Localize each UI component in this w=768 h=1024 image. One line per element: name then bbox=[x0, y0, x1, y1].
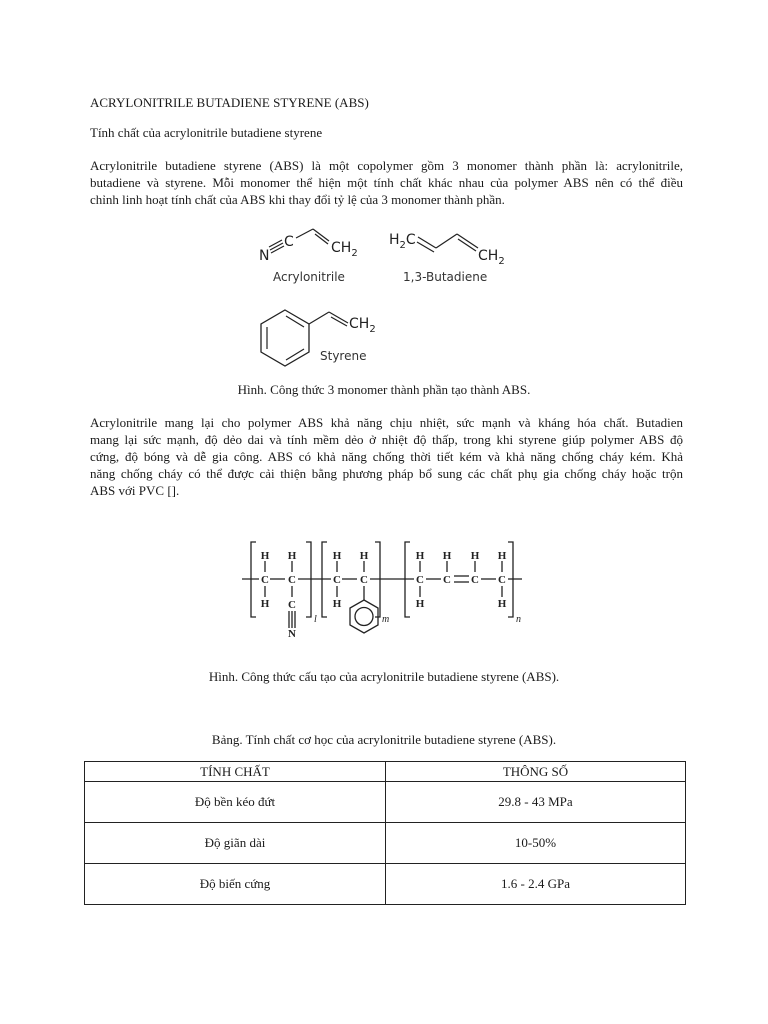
paragraph-line: Acrylonitrile mang lại cho polymer ABS khả năng chịu nhiệt, sức mạnh và kháng hóa chất. Butadien bbox=[90, 415, 683, 430]
subscript-m: m bbox=[382, 614, 390, 625]
column-header-property: TÍNH CHẤT bbox=[85, 762, 386, 782]
table-row bbox=[85, 782, 686, 823]
styrene-name: Styrene bbox=[320, 349, 367, 363]
paragraph-line: cứng, độ bóng và dễ gia công. ABS có khả năng chống thời tiết kém và khả năng chống cháy kém. Khả bbox=[90, 449, 683, 464]
paragraph-line: năng chống cháy có thể được cải thiện bằng phương pháp bổ sung các chất phụ gia chống cháy hoặc trộn bbox=[90, 466, 683, 481]
atom-c: C bbox=[333, 574, 341, 586]
table-row bbox=[85, 823, 686, 864]
atom-h: H bbox=[260, 598, 270, 610]
atom-c: C bbox=[416, 574, 424, 586]
acrylonitrile-structure bbox=[259, 229, 358, 284]
atom-h: H bbox=[497, 550, 507, 562]
atom-h: H bbox=[497, 598, 507, 610]
subscript-l: l bbox=[314, 614, 317, 625]
atom-h: H bbox=[332, 550, 342, 562]
atom-h: H bbox=[442, 550, 452, 562]
atom-c: C bbox=[288, 574, 296, 586]
paragraph-line: Acrylonitrile butadiene styrene (ABS) là một copolymer gồm 3 monomer thành phần là: acrylonitrile, bbox=[90, 158, 683, 173]
paragraph-line: chỉnh linh hoạt tính chất của ABS khi thay đổi tỷ lệ của 3 monomer thành phần. bbox=[90, 192, 505, 207]
atom-c: C bbox=[498, 574, 506, 586]
butadiene-h2c-label: $H_2C$ bbox=[389, 232, 416, 251]
table-header-row bbox=[85, 762, 686, 782]
monomer-structures-figure bbox=[0, 222, 768, 372]
styrene-ch2-label: $CH_2$ bbox=[349, 316, 376, 335]
butadiene-ch2-label: $CH_2$ bbox=[478, 248, 505, 267]
atom-c: C bbox=[471, 574, 479, 586]
atom-h: H bbox=[287, 550, 297, 562]
acrylonitrile-name: Acrylonitrile bbox=[273, 270, 345, 284]
paragraph-line: ABS với PVC []. bbox=[90, 483, 180, 498]
property-name-cell: Độ giãn dài bbox=[85, 823, 386, 864]
intro-paragraph bbox=[90, 157, 683, 208]
atom-h: H bbox=[415, 550, 425, 562]
table-caption: Bảng. Tính chất cơ học của acrylonitrile butadiene styrene (ABS). bbox=[211, 732, 557, 747]
subscript-n: n bbox=[516, 614, 521, 625]
atom-c: C bbox=[288, 599, 296, 611]
property-value-cell: 1.6 - 2.4 GPa bbox=[386, 864, 686, 905]
column-header-value: THÔNG SỐ bbox=[386, 762, 686, 782]
nitrile-n-label: N bbox=[259, 248, 270, 264]
property-value-cell: 10-50% bbox=[386, 823, 686, 864]
atom-c: C bbox=[261, 574, 269, 586]
atom-h: H bbox=[415, 598, 425, 610]
document-title: ACRYLONITRILE BUTADIENE STYRENE (ABS) bbox=[90, 95, 369, 110]
mechanical-properties-table bbox=[84, 761, 686, 905]
paragraph-line: mang lại sức mạnh, độ dẻo dai và tính mềm dẻo ở nhiệt độ thấp, trong khi styrene giúp polymer ABS độ bbox=[90, 432, 683, 447]
acrylonitrile-ch2-label: $CH_2$ bbox=[331, 240, 358, 259]
figure-2-caption: Hình. Công thức cấu tạo của acrylonitrile butadiene styrene (ABS). bbox=[208, 669, 560, 684]
table-row bbox=[85, 864, 686, 905]
property-name-cell: Độ bền kéo đứt bbox=[85, 782, 386, 823]
properties-paragraph bbox=[90, 414, 683, 499]
property-name-cell: Độ biến cứng bbox=[85, 864, 386, 905]
atom-h: H bbox=[359, 550, 369, 562]
atom-n: N bbox=[288, 628, 296, 640]
atom-h: H bbox=[470, 550, 480, 562]
figure-1-caption: Hình. Công thức 3 monomer thành phần tạo thành ABS. bbox=[237, 382, 531, 397]
atom-c: C bbox=[443, 574, 451, 586]
abs-structure-figure bbox=[0, 536, 768, 646]
butadiene-structure bbox=[389, 232, 505, 284]
nitrile-c-label: C bbox=[284, 234, 294, 250]
atom-h: H bbox=[260, 550, 270, 562]
paragraph-line: butadiene và styrene. Mỗi monomer thể hiện một tính chất khác nhau của polymer ABS nên có thể điều bbox=[90, 175, 683, 190]
property-value-cell: 29.8 - 43 MPa bbox=[386, 782, 686, 823]
butadiene-name: 1,3-Butadiene bbox=[403, 270, 488, 284]
section-subheading: Tính chất của acrylonitrile butadiene styrene bbox=[90, 125, 323, 140]
atom-c: C bbox=[360, 574, 368, 586]
styrene-structure bbox=[261, 310, 376, 366]
atom-h: H bbox=[332, 598, 342, 610]
